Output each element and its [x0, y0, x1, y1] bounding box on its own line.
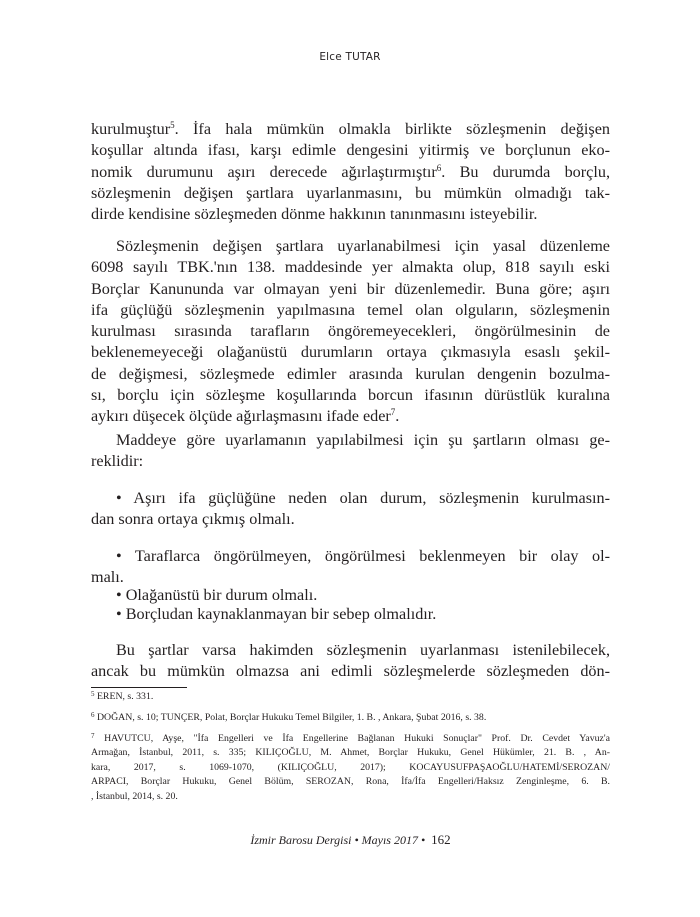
footnote-ref-7[interactable]: 7: [390, 407, 396, 418]
text-line: aykırı düşecek ölçüde ağırlaşmasını ifade eder$^7$.: [91, 407, 400, 426]
bullet-item-1: [91, 488, 610, 531]
text-line: • Olağanüstü bir durum olmalı.: [116, 586, 318, 604]
footnote-line: $^7$ HAVUTCU, Ayşe, "İfa Engelleri ve İfa Engellerine Bağlanan Hukuki Sonuçlar" Prof. Dr. Cevdet Yavuz'a: [91, 732, 611, 744]
text-line: nomik durumunu aşırı derecede ağırlaştırmıştır$^6$. Bu durumda borçlu,: [91, 162, 610, 181]
text-line: malı.: [91, 568, 124, 587]
footnote-line: , İstanbul, 2014, s. 20.: [91, 790, 178, 802]
text-line: sözleşmenin değişen şartlara uyarlanmasını, bu mümkün olmadığı tak-: [91, 183, 610, 202]
text-line: dirde kendisine sözleşmeden dönme hakkının tanınmasını isteyebilir.: [91, 205, 538, 224]
text-line: ancak bu mümkün olmazsa ani edimli sözleşmelerde sözleşmeden dön-: [91, 662, 610, 681]
paragraph-1: [91, 119, 610, 225]
footnote-ref-6[interactable]: 6: [436, 162, 442, 173]
running-head-author: Elce TUTAR: [319, 51, 381, 63]
footnote-7: [91, 732, 610, 804]
text-line: Bu şartlar varsa hakimden sözleşmenin uyarlanması istenilebilecek,: [116, 641, 610, 659]
page-number: 162: [431, 832, 451, 847]
bullet-item-4: [91, 604, 610, 625]
text-line: • Borçludan kaynaklanmayan bir sebep olmalıdır.: [116, 605, 437, 623]
text-line: • Taraflarca öngörülmeyen, öngörülmesi beklenmeyen bir olay ol-: [116, 547, 610, 565]
text-line: dan sonra ortaya çıkmış olmalı.: [91, 510, 295, 529]
text-line: de değişmesi, sözleşmede edimler arasında kurulan dengenin bozulma-: [91, 364, 610, 383]
text-line: Sözleşmenin değişen şartlara uyarlanabilmesi için yasal düzenleme: [116, 237, 610, 255]
footnote-number: 7: [91, 732, 95, 740]
footnote-line: kara, 2017, s. 1069-1070, (KILIÇOĞLU, 2017); KOCAYUSUFPAŞAOĞLU/HATEMİ/SEROZAN/: [91, 761, 610, 773]
text-line: • Aşırı ifa güçlüğüne neden olan durum, sözleşmenin kurulmasın-: [116, 489, 610, 507]
footnote-line: Armağan, İstanbul, 2011, s. 335; KILIÇOĞLU, M. Ahmet, Borçlar Hukuku, Genel Hükümler, 21. B. , An-: [91, 747, 610, 759]
footnote-number: 6: [91, 711, 95, 719]
paragraph-2: [91, 236, 610, 428]
text-line: 6098 sayılı TBK.'nın 138. maddesinde yer almakta olup, 818 sayılı eski: [91, 258, 610, 277]
footnote-6: [91, 711, 610, 725]
text-line: Maddeye göre uyarlamanın yapılabilmesi için şu şartların olması ge-: [116, 431, 610, 449]
text-line: reklidir:: [91, 452, 144, 471]
page-footer: [91, 832, 610, 848]
bullet-item-2: [91, 546, 610, 589]
text-line: koşullar altında ifası, karşı edimle dengesini yitirmiş ve borçlunun eko-: [91, 141, 610, 160]
text-line: sı, borçlu için sözleşme koşullarında borcun ifasının dürüstlük kuralına: [91, 386, 610, 405]
paragraph-4: [91, 640, 610, 683]
text-line: Borçlar Kanununda var olmayan yeni bir düzenlemedir. Buna göre; aşırı: [91, 279, 610, 298]
footnote-line: $^6$ DOĞAN, s. 10; TUNÇER, Polat, Borçlar Hukuku Temel Bilgiler, 1. B. , Ankara, Şubat 2016, s. 38.: [91, 711, 487, 723]
journal-name: İzmir Barosu Dergisi • Mayıs 2017 •: [250, 833, 426, 847]
footnote-ref-5[interactable]: 5: [170, 120, 175, 130]
paragraph-3: [91, 430, 610, 473]
text-line: ifa güçlüğü sözleşmenin yapılmasına temel olan olguların, sözleşmenin: [91, 300, 610, 319]
text-line: beklenemeyeceği olağanüstü durumların ortaya çıkmasıyla esaslı şekil-: [91, 343, 610, 362]
text-line: kurulması sırasında tarafların öngöremeyecekleri, öngörülmesinin de: [91, 322, 610, 341]
footnote-line: $^5$ EREN, s. 331.: [91, 690, 154, 702]
footnote-5: [91, 690, 610, 704]
text-line: kurulmuştur$^5$. İfa hala mümkün olmakla birlikte sözleşmenin değişen: [91, 120, 610, 138]
footnote-separator: [91, 687, 187, 688]
footnote-number: 5: [91, 690, 95, 698]
footnote-line: ARPACI, Borçlar Hukuku, Genel Bölüm, SEROZAN, Rona, İfa/İfa Engelleri/Haksız Zenginleşme, 6. B.: [91, 776, 610, 788]
